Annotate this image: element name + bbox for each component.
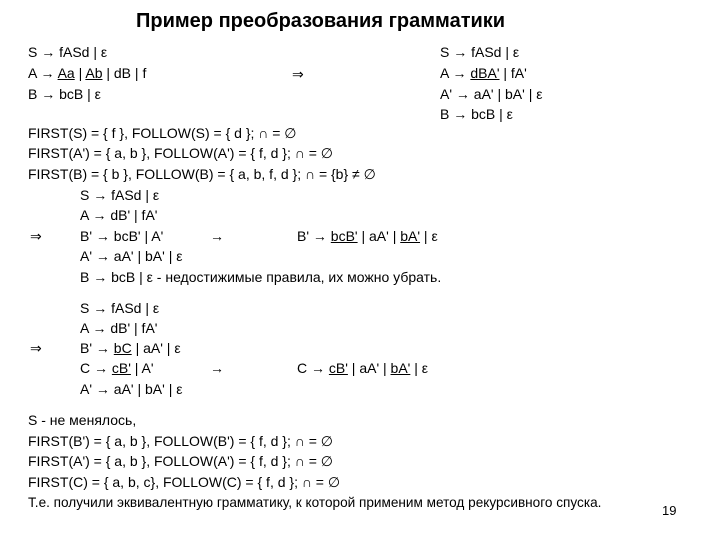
conclusion-first-follow-b-prime: FIRST(B') = { a, b }, FOLLOW(B') = { f, d }; ∩ = ∅: [28, 433, 333, 449]
arrow-symbol: →: [210, 228, 224, 244]
block2-result: C → cB' | aA' | bA' | ε: [297, 360, 429, 376]
grammar-rule-s: S → fASd | ε: [28, 44, 108, 60]
transformed-rule-s: S → fASd | ε: [440, 44, 520, 60]
page-number: 19: [662, 503, 677, 518]
block2-rule-a-prime: A' → aA' | bA' | ε: [80, 381, 183, 397]
conclusion-first-follow-a-prime: FIRST(A') = { a, b }, FOLLOW(A') = { f, d }; ∩ = ∅: [28, 453, 333, 469]
conclusion-s-unchanged: S - не менялось,: [28, 412, 137, 428]
first-follow-a-prime: FIRST(A') = { a, b }, FOLLOW(A') = { f, d }; ∩ = ∅: [28, 145, 333, 161]
transformed-rule-b: B → bcB | ε: [440, 106, 513, 122]
block1-rule-b-prime: B' → bcB' | A': [80, 228, 164, 244]
block1-rule-b-note: B → bcB | ε - недостижимые правила, их можно убрать.: [80, 269, 442, 285]
implies-symbol: ⇒: [292, 66, 304, 82]
transformed-rule-a-prime: A' → aA' | bA' | ε: [440, 86, 543, 102]
block2-rule-a: A → dB' | fA': [80, 320, 158, 336]
page-title: Пример преобразования грамматики: [136, 10, 506, 32]
implies-symbol: ⇒: [30, 228, 42, 244]
block1-result: B' → bcB' | aA' | bA' | ε: [297, 228, 438, 244]
block2-rule-s: S → fASd | ε: [80, 300, 160, 316]
first-follow-b: FIRST(B) = { b }, FOLLOW(B) = { a, b, f, d }; ∩ = {b} ≠ ∅: [28, 166, 376, 182]
arrow-symbol: →: [210, 360, 224, 376]
implies-symbol: ⇒: [30, 340, 42, 356]
block1-rule-a-prime: A' → aA' | bA' | ε: [80, 248, 183, 264]
conclusion-first-follow-c: FIRST(C) = { a, b, c}, FOLLOW(C) = { f, d }; ∩ = ∅: [28, 474, 341, 490]
block2-rule-c: C → cB' | A': [80, 360, 154, 376]
grammar-rule-a: A → Aa | Ab | dB | f: [28, 65, 147, 81]
grammar-rule-b: B → bcB | ε: [28, 86, 101, 102]
transformed-rule-a: A → dBA' | fA': [440, 65, 527, 81]
first-follow-s: FIRST(S) = { f }, FOLLOW(S) = { d }; ∩ = ∅: [28, 125, 297, 141]
conclusion-summary: Т.е. получили эквивалентную грамматику, к которой применим метод рекурсивного спуска.: [28, 495, 602, 510]
block1-rule-s: S → fASd | ε: [80, 187, 160, 203]
block2-rule-b-prime: B' → bC | aA' | ε: [80, 340, 181, 356]
block1-rule-a: A → dB' | fA': [80, 207, 158, 223]
